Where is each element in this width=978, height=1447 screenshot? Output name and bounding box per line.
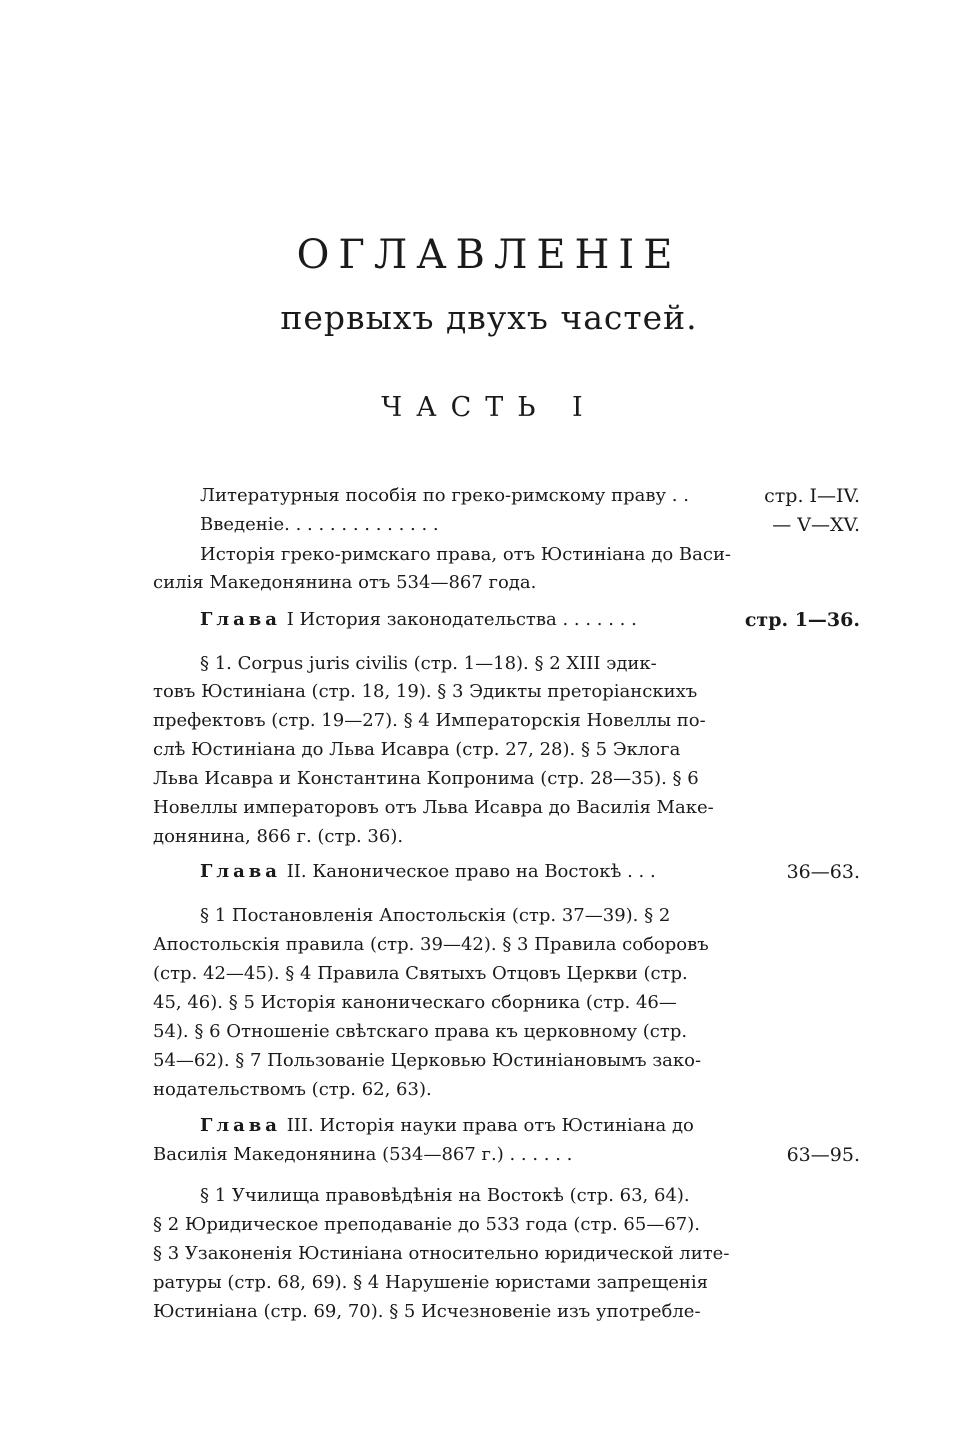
chapter-content-line: Новеллы императоровъ отъ Льва Исавра до Василія Маке- <box>153 797 714 818</box>
history-intro-line: силія Македонянина отъ 534—867 года. <box>153 572 537 593</box>
chapter-label: Глава <box>200 861 281 882</box>
chapter-heading <box>200 606 637 634</box>
chapter-page-ref: 63—95. <box>786 1144 860 1166</box>
chapter-content-line: § 3 Узаконенія Юстиніана относительно юридической лите- <box>153 1243 730 1264</box>
chapter-content-line: 54). § 6 Отношеніе свѣтскаго права къ церковному (стр. <box>153 1021 688 1042</box>
history-intro-line: Исторія греко-римскаго права, отъ Юстиніана до Васи- <box>200 544 732 565</box>
chapter-content-line: (стр. 42—45). § 4 Правила Святыхъ Отцовъ Церкви (стр. <box>153 963 688 984</box>
chapter-label: Глава <box>200 609 281 630</box>
chapter-title: II. Каноническое право на Востокѣ . . . <box>286 861 656 882</box>
chapter-content-line: Апостольскія правила (стр. 39—42). § 3 Правила соборовъ <box>153 934 709 955</box>
chapter-content-line: донянина, 866 г. (стр. 36). <box>153 826 404 847</box>
chapter-content-line: Юстиніана (стр. 69, 70). § 5 Исчезновеніе изъ употребле- <box>153 1301 701 1322</box>
chapter-content-line: § 1 Постановленія Апостольскія (стр. 37—39). § 2 <box>200 905 671 926</box>
chapter-content-line: § 1 Училища правовѣдѣнія на Востокѣ (стр. 63, 64). <box>200 1185 690 1206</box>
chapter-content-line: слѣ Юстиніана до Льва Исавра (стр. 27, 28). § 5 Эклога <box>153 739 681 760</box>
toc-ref-introduction: — V—XV. <box>772 514 860 536</box>
chapter-content-line: Льва Исавра и Константина Копронима (стр. 28—35). § 6 <box>153 768 699 789</box>
toc-entry-introduction: Введеніе. . . . . . . . . . . . . . <box>200 514 439 535</box>
chapter-content-line: нодательствомъ (стр. 62, 63). <box>153 1079 432 1100</box>
chapter-page-ref: 36—63. <box>786 861 860 883</box>
chapter-content-line: товъ Юстиніана (стр. 18, 19). § 3 Эдикты преторіанскихъ <box>153 681 698 702</box>
chapter-heading <box>200 1112 694 1140</box>
chapter-content-line: 45, 46). § 5 Исторія каноническаго сборника (стр. 46— <box>153 992 677 1013</box>
chapter-content-line: § 2 Юридическое преподаваніе до 533 года (стр. 65—67). <box>153 1214 700 1235</box>
chapter-title: I История законодательства . . . . . . . <box>286 609 637 630</box>
chapter-content-line: 54—62). § 7 Пользованіе Церковью Юстиніановымъ зако- <box>153 1050 702 1071</box>
chapter-title-continuation: Василія Македонянина (534—867 г.) . . . . . . <box>153 1144 573 1165</box>
page-subtitle: первыхъ двухъ частей. <box>280 298 698 337</box>
toc-entry-literature: Литературныя пособія по греко-римскому праву . . <box>200 485 689 506</box>
chapter-content-line: § 1. Corpus juris civilis (стр. 1—18). § 2 XIII эдик- <box>200 653 657 674</box>
page-title: ОГЛАВЛЕНIЕ <box>296 232 682 278</box>
chapter-page-ref: стр. 1—36. <box>744 609 860 631</box>
chapter-heading <box>200 858 656 886</box>
chapter-label: Глава <box>200 1115 281 1136</box>
chapter-content-line: префектовъ (стр. 19—27). § 4 Императорскія Новеллы по- <box>153 710 706 731</box>
chapter-content-line: ратуры (стр. 68, 69). § 4 Нарушеніе юристами запрещенія <box>153 1272 708 1293</box>
chapter-title: III. Исторія науки права отъ Юстиніана до <box>286 1115 694 1136</box>
part-heading: ЧАСТЬ I <box>381 392 597 423</box>
toc-ref-literature: стр. I—IV. <box>764 485 860 507</box>
